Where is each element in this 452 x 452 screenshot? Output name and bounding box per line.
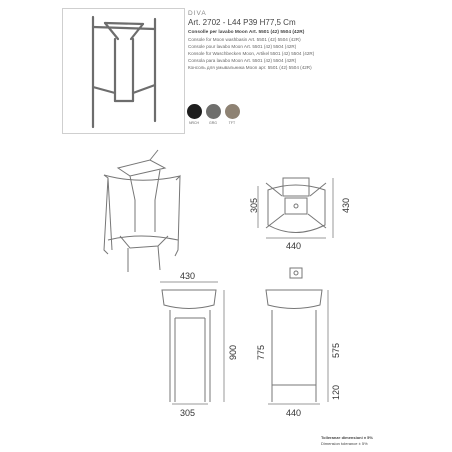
desc-de: Konsole für Waschbecken Moon, Artikel 5501 (42) 5504 (42R) [188,51,315,56]
desc-it: Consolle per lavabo Moon Art. 5501 (42) 5504 (42R) [188,30,305,35]
dim-side-height-1: 775 [256,344,266,360]
dim-front-width: 430 [180,271,196,281]
tolerance-it: Tolleranze dimensioni ± 5% [321,435,373,440]
dim-front-height: 900 [228,344,238,360]
side-view-drawing [266,268,328,404]
dim-top-height: 430 [341,197,351,213]
article-title: Art. 2702 - L44 P39 H77,5 Cm [188,18,296,27]
dim-front-base: 305 [180,408,196,418]
dim-top-depth: 305 [249,197,259,213]
desc-en: Console for Moon washbasin Art. 5501 (42) 5504 (42R) [188,37,301,42]
top-view-drawing [258,178,333,238]
desc-fr: Console pour lavabo Moon Art. 5501 (42) 5504 (42R) [188,44,297,49]
series-name: DIVA [188,10,207,17]
desc-es: Consola para lavabo Moon Art. 5501 (42) 5504 (42R) [188,58,297,63]
finish-label-grg: GRG [209,121,217,125]
front-view-drawing [160,282,224,404]
finish-label-nrch: NRCH [188,121,200,125]
dim-side-foot: 120 [331,384,341,400]
perspective-drawing [104,150,180,272]
desc-ru: Консоль для умывальника Moon арт. 5501 (42) 5504 (42R) [188,65,312,70]
dim-side-height-2: 575 [331,342,341,358]
dim-top-width: 440 [286,241,302,251]
finish-label-tft: TFT [228,121,236,125]
tolerance-en: Dimension tolerance ± 5% [321,441,368,446]
dim-side-width: 440 [286,408,302,418]
